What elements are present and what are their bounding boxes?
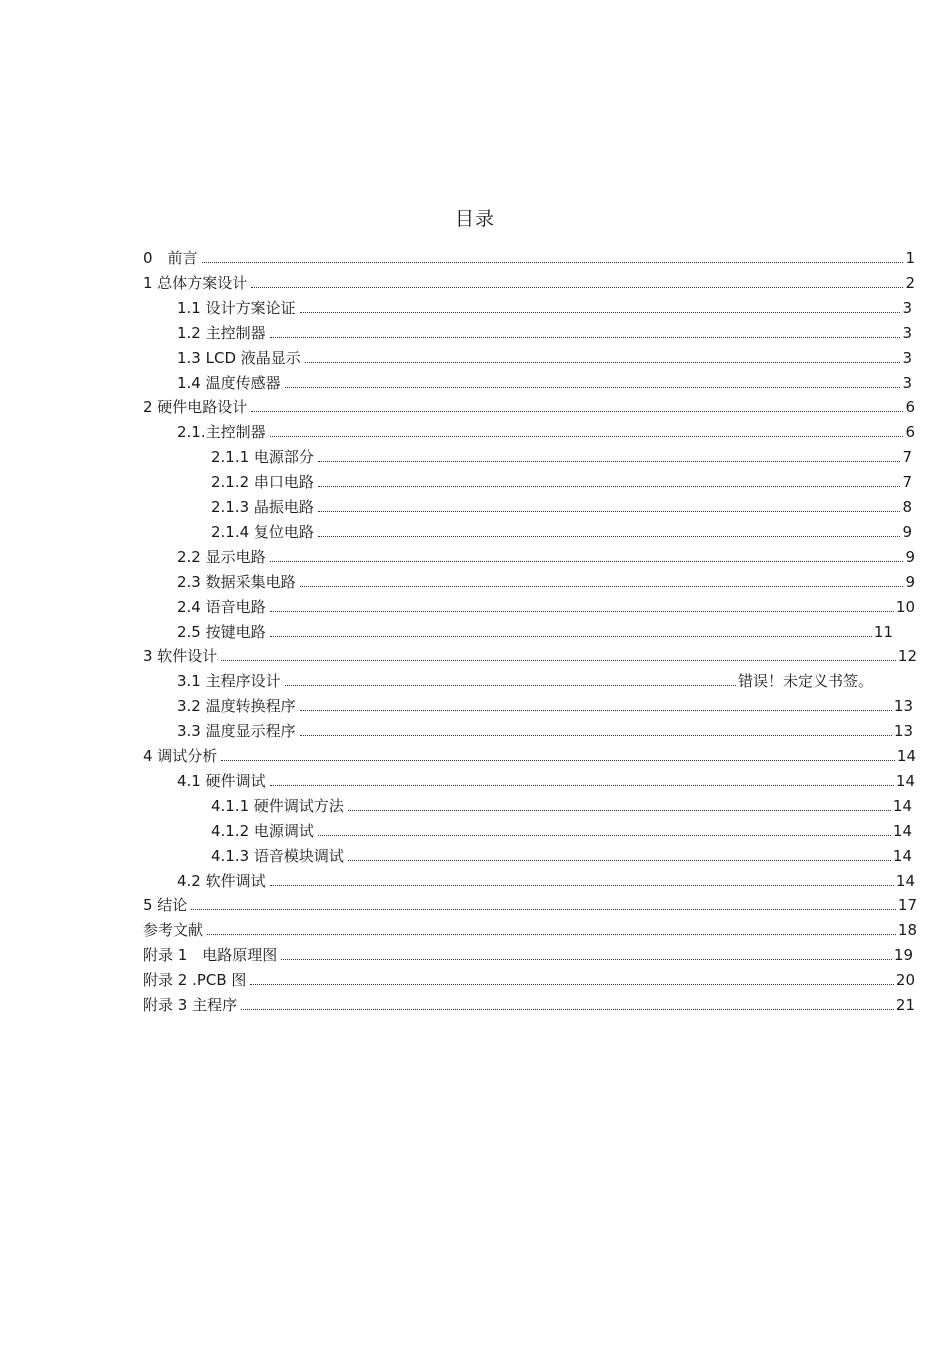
toc-entry-page-number: 6 [905, 398, 915, 416]
toc-entry[interactable] [177, 592, 915, 616]
toc-entry-page-number: 14 [892, 822, 912, 840]
dot-leader [300, 311, 901, 313]
toc-entry-label: 1.4 温度传感器 [177, 374, 281, 392]
dot-leader [250, 983, 893, 985]
toc-entry[interactable] [211, 791, 912, 815]
toc-entry-page-number: 9 [902, 523, 912, 541]
toc-entry-label: 5 结论 [143, 896, 188, 914]
dot-leader [270, 560, 904, 562]
toc-entry-page-number: 13 [893, 697, 913, 715]
toc-entry-label: 3.3 温度显示程序 [177, 722, 296, 740]
dot-leader [318, 510, 901, 512]
dot-leader [300, 734, 892, 736]
dot-leader [241, 1008, 894, 1010]
dot-leader [202, 261, 904, 263]
dot-leader [318, 485, 901, 487]
toc-entry[interactable] [211, 841, 912, 865]
toc-entry-page-number: 19 [893, 946, 913, 964]
toc-entry-page-number: 13 [893, 722, 913, 740]
toc-entry-label: 3.2 温度转换程序 [177, 697, 296, 715]
dot-leader [300, 585, 904, 587]
dot-leader [318, 460, 901, 462]
toc-entry-page-number: 10 [895, 598, 915, 616]
toc-entry-page-number: 18 [897, 921, 917, 939]
toc-entry-label: 2.4 语音电路 [177, 598, 266, 616]
toc-entry-label: 2.3 数据采集电路 [177, 573, 296, 591]
toc-entry-label: 3 软件设计 [143, 647, 218, 665]
dot-leader [281, 958, 892, 960]
toc-entry[interactable] [177, 343, 912, 367]
dot-leader [221, 759, 895, 761]
toc-entry[interactable] [143, 392, 915, 416]
toc-entry[interactable] [177, 617, 893, 641]
toc-entry-page-number: 20 [895, 971, 915, 989]
toc-entry[interactable] [177, 691, 913, 715]
toc-entry[interactable] [211, 816, 912, 840]
toc-entry[interactable] [143, 940, 913, 964]
toc-entry[interactable] [211, 467, 912, 491]
toc-entry-page-number: 9 [905, 573, 915, 591]
toc-entry[interactable] [143, 243, 915, 267]
toc-entry-label: 2.1.3 晶振电路 [211, 498, 314, 516]
dot-leader [251, 410, 903, 412]
toc-entry-page-number: 12 [897, 647, 917, 665]
toc-entry-label: 2.2 显示电路 [177, 548, 266, 566]
toc-entry[interactable] [177, 866, 915, 890]
toc-entry-page-number: 3 [902, 374, 912, 392]
toc-entry-page-number: 1 [905, 249, 915, 267]
toc-entry[interactable] [177, 417, 915, 441]
toc-entry-label: 2 硬件电路设计 [143, 398, 248, 416]
toc-entry-label: 4.1 硬件调试 [177, 772, 266, 790]
dot-leader [251, 286, 903, 288]
toc-entry-label: 附录 1 电路原理图 [143, 946, 278, 964]
toc-entry-page-number: 14 [895, 772, 915, 790]
toc-entry-label: 2.1.4 复位电路 [211, 523, 314, 541]
toc-entry[interactable] [177, 716, 913, 740]
toc-entry[interactable] [211, 492, 912, 516]
toc-entry[interactable] [143, 268, 915, 292]
toc-entry-page-number: 17 [897, 896, 917, 914]
toc-entry[interactable] [177, 318, 912, 342]
toc-entry[interactable] [143, 890, 917, 914]
toc-entry[interactable] [177, 368, 912, 392]
toc-entry[interactable] [177, 766, 915, 790]
toc-entry-label: 0 前言 [143, 249, 198, 267]
toc-entry[interactable] [177, 666, 873, 690]
dot-leader [270, 635, 872, 637]
toc-entry-page-number: 14 [896, 747, 916, 765]
toc-entry-page-number: 7 [902, 448, 912, 466]
toc-entry-label: 4 调试分析 [143, 747, 218, 765]
dot-leader [270, 784, 894, 786]
toc-entry[interactable] [177, 293, 912, 317]
toc-entry[interactable] [177, 567, 915, 591]
toc-entry[interactable] [143, 965, 915, 989]
toc-entry[interactable] [143, 641, 917, 665]
toc-entry-label: 4.1.2 电源调试 [211, 822, 314, 840]
toc-entry-label: 4.2 软件调试 [177, 872, 266, 890]
toc-entry-page-number: 7 [902, 473, 912, 491]
dot-leader [270, 884, 894, 886]
dot-leader [300, 709, 892, 711]
toc-entry-page-number: 3 [902, 349, 912, 367]
toc-entry[interactable] [211, 517, 912, 541]
toc-entry-page-number: 14 [895, 872, 915, 890]
toc-entry-page-number: 8 [902, 498, 912, 516]
dot-leader [318, 834, 891, 836]
toc-entry-label: 附录 2 .PCB 图 [143, 971, 247, 989]
toc-entry-label: 4.1.3 语音模块调试 [211, 847, 344, 865]
toc-entry-label: 1.3 LCD 液晶显示 [177, 349, 301, 367]
toc-entry-label: 附录 3 主程序 [143, 996, 238, 1014]
toc-entry-label: 3.1 主程序设计 [177, 672, 281, 690]
toc-entry-page-number: 14 [892, 797, 912, 815]
toc-entry-page-number: 11 [873, 623, 893, 641]
toc-entry-label: 4.1.1 硬件调试方法 [211, 797, 344, 815]
dot-leader [348, 859, 891, 861]
dot-leader [207, 933, 896, 935]
toc-entry[interactable] [143, 990, 915, 1014]
dot-leader [270, 435, 904, 437]
toc-entry-page-number: 错误！未定义书签。 [737, 672, 873, 690]
toc-entry-label: 2.1.1 电源部分 [211, 448, 314, 466]
toc-entry-label: 1.1 设计方案论证 [177, 299, 296, 317]
toc-entry[interactable] [177, 542, 915, 566]
dot-leader [348, 809, 891, 811]
dot-leader [285, 684, 736, 686]
toc-title: 目录 [454, 208, 495, 230]
toc-entry-page-number: 14 [892, 847, 912, 865]
toc-entry-page-number: 6 [905, 423, 915, 441]
toc-entry-page-number: 3 [902, 299, 912, 317]
toc-entry-page-number: 21 [895, 996, 915, 1014]
toc-entry-page-number: 3 [902, 324, 912, 342]
toc-entry-label: 2.1.主控制器 [177, 423, 266, 441]
toc-entry-label: 2.5 按键电路 [177, 623, 266, 641]
toc-entry-label: 参考文献 [143, 921, 204, 939]
dot-leader [221, 659, 896, 661]
dot-leader [318, 535, 901, 537]
toc-entry[interactable] [143, 741, 916, 765]
dot-leader [305, 361, 901, 363]
dot-leader [191, 908, 896, 910]
toc-entry-label: 1.2 主控制器 [177, 324, 266, 342]
toc-entry-page-number: 2 [905, 274, 915, 292]
dot-leader [285, 386, 901, 388]
toc-entry-label: 2.1.2 串口电路 [211, 473, 314, 491]
toc-entry[interactable] [143, 915, 917, 939]
toc-entry[interactable] [211, 442, 912, 466]
dot-leader [270, 336, 901, 338]
dot-leader [270, 610, 894, 612]
toc-entry-label: 1 总体方案设计 [143, 274, 248, 292]
toc-entry-page-number: 9 [905, 548, 915, 566]
